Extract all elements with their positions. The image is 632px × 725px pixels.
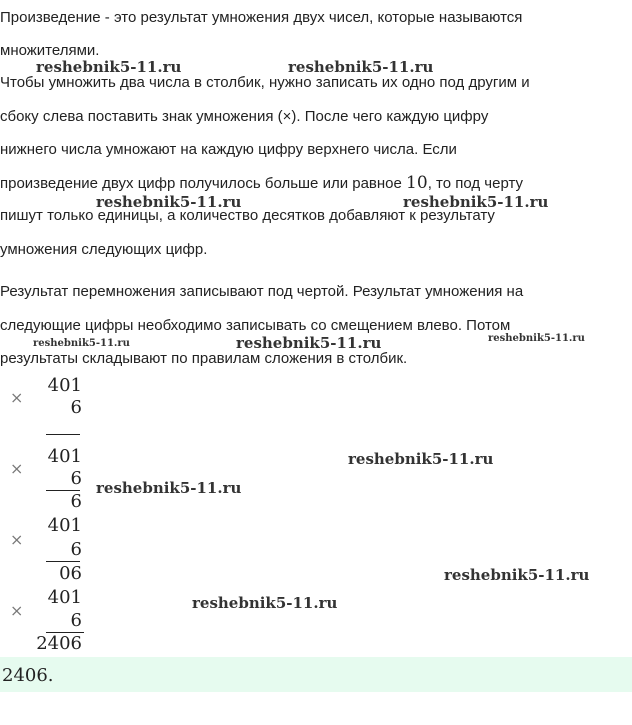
step3-result: 06 bbox=[59, 563, 82, 584]
step1-top: 401 bbox=[47, 375, 82, 396]
step3-top: 401 bbox=[47, 515, 82, 536]
result-line-1: Результат перемножения записывают под чертой. Результат умножения на bbox=[0, 283, 524, 300]
method-line-2: сбоку слева поставить знак умножения (×). После чего каждую цифру bbox=[0, 108, 489, 125]
method-line-4 bbox=[0, 174, 523, 193]
answer-box bbox=[0, 657, 632, 692]
step1-bottom: 6 bbox=[70, 397, 82, 418]
step3-bottom: 6 bbox=[70, 539, 82, 560]
watermark: reshebnik5-11.ru bbox=[403, 193, 549, 211]
watermark: reshebnik5-11.ru bbox=[444, 566, 590, 584]
result-line-2: следующие цифры необходимо записывать со смещением влево. Потом bbox=[0, 317, 511, 334]
multiply-sign: × bbox=[10, 459, 24, 478]
definition-line-2: множителями. bbox=[0, 42, 100, 59]
multiply-sign: × bbox=[10, 601, 24, 620]
multiply-sign: × bbox=[10, 530, 24, 549]
watermark: reshebnik5-11.ru bbox=[192, 594, 338, 612]
step1-rule bbox=[46, 434, 80, 435]
definition-line-1: Произведение - это результат умножения двух чисел, которые называются bbox=[0, 9, 523, 26]
result-line-3: результаты складывают по правилам сложения в столбик. bbox=[0, 350, 408, 367]
watermark: reshebnik5-11.ru bbox=[288, 58, 434, 76]
watermark: reshebnik5-11.ru bbox=[96, 193, 242, 211]
step2-bottom: 6 bbox=[70, 468, 82, 489]
step3-rule bbox=[46, 561, 80, 562]
watermark: reshebnik5-11.ru bbox=[348, 450, 494, 468]
watermark: reshebnik5-11.ru bbox=[96, 479, 242, 497]
method-line-1: Чтобы умножить два числа в столбик, нужно записать их одно под другим и bbox=[0, 74, 530, 91]
watermark: reshebnik5-11.ru bbox=[488, 333, 585, 344]
method-line-5: пишут только единицы, а количество десятков добавляют к результату bbox=[0, 207, 495, 224]
method-line-3: нижнего числа умножают на каждую цифру верхнего числа. Если bbox=[0, 141, 457, 158]
answer-value: 2406. bbox=[2, 665, 54, 686]
step2-top: 401 bbox=[47, 446, 82, 467]
watermark: reshebnik5-11.ru bbox=[36, 58, 182, 76]
method-line-4-start: произведение двух цифр получилось больше или равное bbox=[0, 175, 407, 192]
step2-result: 6 bbox=[70, 491, 82, 512]
number-ten: 10 bbox=[406, 173, 428, 193]
method-line-6: умножения следующих цифр. bbox=[0, 241, 208, 258]
method-line-4-end: , то под черту bbox=[427, 175, 523, 192]
multiply-sign: × bbox=[10, 388, 24, 407]
watermark: reshebnik5-11.ru bbox=[236, 334, 382, 352]
step4-result: 2406 bbox=[36, 633, 82, 654]
step4-top: 401 bbox=[47, 587, 82, 608]
watermark: reshebnik5-11.ru bbox=[33, 338, 130, 349]
step4-bottom: 6 bbox=[70, 610, 82, 631]
